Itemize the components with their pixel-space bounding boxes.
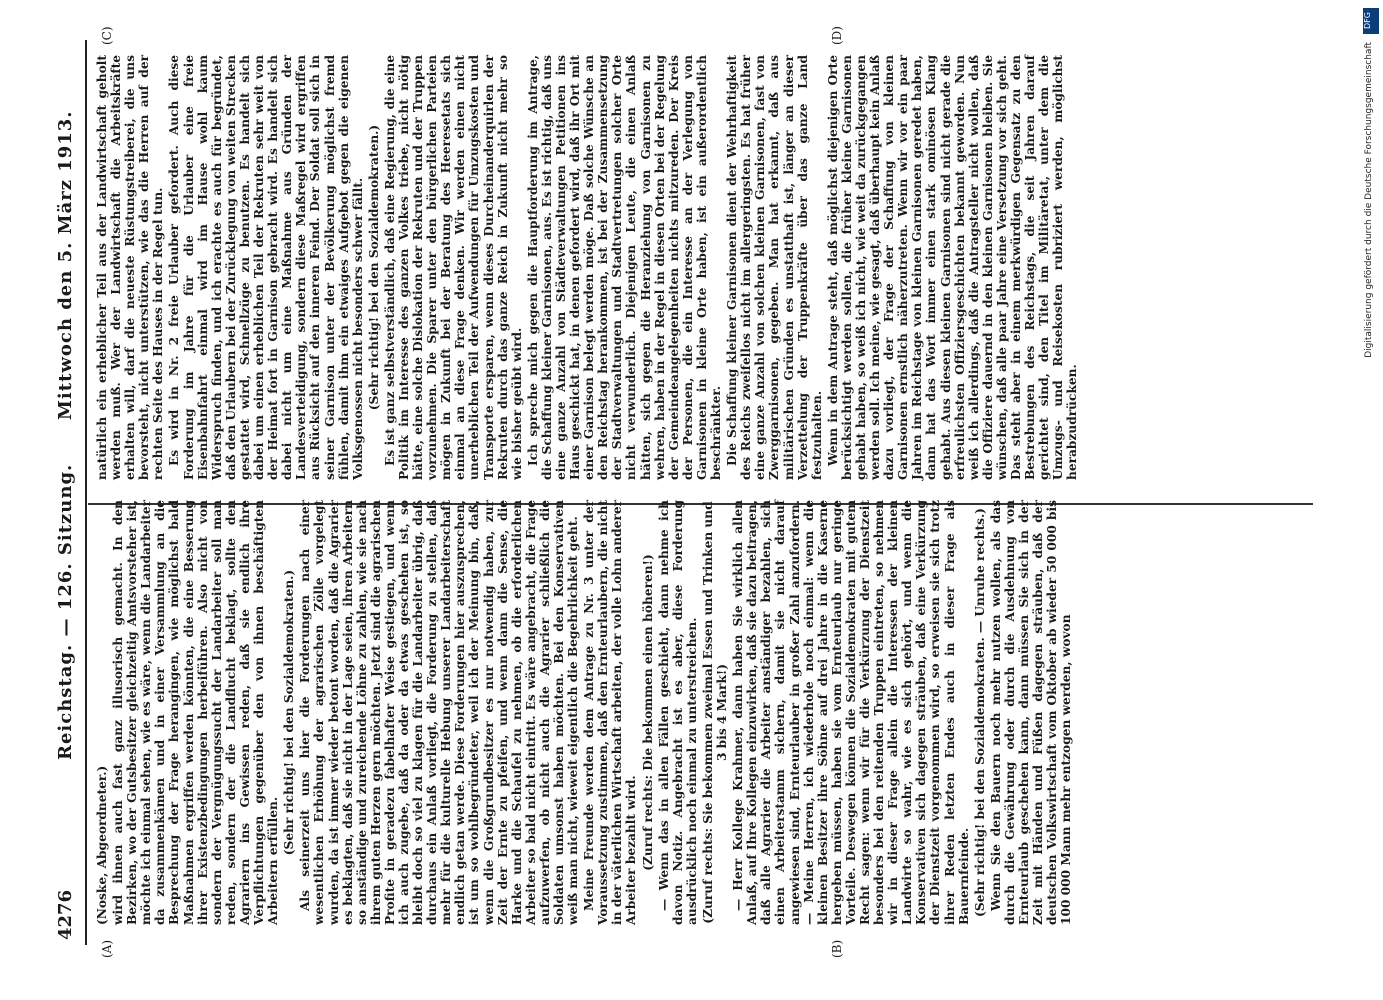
paragraph: Es wird in Nr. 2 freie Urlauber gefordert. Auch diese Forderung im Jahre für die Urlauber eine freie Eisenbahnfahrt einmal wird im Hause wohl kaum Widerspruch finden, und ich erachte es auch für begründet, daß den Urlaubern bei der Zurücklegung von weiten Strecken gestattet wird, Schnellzüge zu benutzen. Es handelt sich dabei um einen erheblichen Teil der Rekruten sehr weit von der Heimat fort in Garnison gebracht wird. Es handelt sich dabei nicht um eine Maßnahme aus Gründen der Landesverteidigung, sondern diese Maßregel wird ergriffen aus Rücksicht auf den inneren Feind. Der Soldat soll sich in seiner Garnison unter der Bevölkerung möglichst fremd fühlen, damit ihm ein etwaiges Aufgebot gegen die eigenen Volksgenossen nicht besonders schwer fällt.: [167, 55, 365, 480]
interjection: (Sehr richtig! bei den Sozialdemokraten.): [282, 569, 297, 856]
right-running-title: Mittwoch den 5. März 1913.: [55, 110, 76, 420]
page-number: 4276: [55, 889, 76, 940]
header-rule: [85, 40, 87, 945]
paragraph: Die Schaffung kleiner Garnisonen dient der Wehrhaftigkeit des Reichs zweifellos nicht im allergeringsten. Es hat früher eine ganze Anzahl von solchen kleinen Garnisonen, fast von Zwerggarnisonen, gegeben. Man hat erkannt, daß aus militärischen Gründen es unstatthaft ist, länger an dieser Verzettelung der Truppenkräfte über das ganze Land festzuhalten.: [725, 55, 824, 480]
interjection: (Sehr richtig! bei den Sozialdemokraten. — Unruhe rechts.): [972, 508, 987, 917]
interjection: (Sehr richtig! bei den Sozialdemokraten.): [366, 124, 381, 411]
paragraph: Wenn Sie den Bauern noch mehr nutzen wollen, als das durch die Gewährung oder durch die Ausdehnung von Ernteurlaub geschehen kann, dann müssen Sie sich in der Zeit mit Händen und Füßen dagegen sträuben, daß der deutschen Volkswirtschaft vom Oktober ab wieder 50 000 bis 100 000 Mann mehr entzogen werden, wovon: [988, 500, 1074, 925]
paragraph: Wenn in dem Antrage steht, daß möglichst diejenigen Orte berücksichtigt werden sollen, die früher kleine Garnisonen gehabt haben, so weiß ich nicht, wie weit da zurückgegangen werden soll. Ich meine, wie gesagt, daß überhaupt kein Anlaß dazu vorliegt, der Frage der Schaffung von kleinen Garnisonen ernstlich näherzutreten. Wenn wir vor ein paar Jahren im Reichstage von kleinen Garnisonen geredet haben, dann hat das Wort immer einen stark ominösen Klang gehabt. Aus diesen kleinen Garnisonen sind nicht gerade die erfreulichsten Offiziersgeschichten bekannt geworden. Nun weiß ich allerdings, daß die Antragsteller nicht wollen, daß die Offiziere dauernd in den kleinen Garnisonen bleiben. Sie wünschen, daß alle paar Jahre eine Versetzung vor sich geht. Das steht aber in einem merkwürdigen Gegensatz zu den Bestrebungen des Reichstags, die seit Jahren darauf gerichtet sind, den Titel im Militäretat, unter dem die Umzugs- und Reisekosten rubriziert werden, möglichst herabzudrücken.: [825, 55, 1080, 480]
interjection: (Zuruf rechts: Die bekommen einen höheren!): [640, 554, 655, 871]
right-column: [95, 55, 1081, 480]
page-header: [55, 40, 85, 940]
paragraph: natürlich ein erheblicher Teil aus der Landwirtschaft geholt werden muß. Wer der Landwirtschaft die Arbeitskräfte erhalten will, darf die neueste Rüstungstreiberei, die uns bevorsteht, nicht unterstützen, wie das die Herren auf der rechten Seite des Hauses in der Regel tun.: [95, 55, 166, 480]
paragraph: — Wenn das in allen Fällen geschieht, dann nehme ich davon Notiz. Angebracht ist es aber, diese Forderung ausdrücklich noch einmal zu unterstreichen.: [656, 500, 699, 925]
paragraph: Meine Freunde werden dem Antrage zu Nr. 3 unter der Voraussetzung zustimmen, daß den Ernteurlaubern, die nicht in der väterlichen Wirtschaft arbeiten, der volle Lohn anderer Arbeiter bezahlt wird.: [582, 500, 639, 925]
margin-mark-b: (B): [830, 939, 844, 958]
margin-mark-d: (D): [830, 26, 844, 45]
digitization-sidebar: [1363, 8, 1381, 988]
margin-mark-c: (C): [100, 26, 114, 45]
funding-note: Digitalisierung gefördert durch die Deutsche Forschungsgemeinschaft: [1364, 42, 1374, 358]
paragraph: Es ist ganz selbstverständlich, daß eine Regierung, die eine Politik im Interesse des ganzen Volkes triebe, nicht nötig hätte, eine solche Dislokation der Rekruten und der Truppen vorzunehmen. Die Sparer unter den bürgerlichen Parteien mögen in Zukunft bei der Beratung des Heeresetats sich einmal an diese Frage denken. Wir werden einen nicht unerheblichen Teil der Aufwendungen für Umzugskosten und Transporte ersparen, wenn dieses Durcheinanderquirlen der Rekruten durch das ganze Reich in Zukunft nicht mehr so wie bisher geübt wird.: [382, 55, 524, 480]
paragraph: wird ihnen auch fast ganz illusorisch gemacht. In den Bezirken, wo der Gutsbesitzer gleichzeitig Amtsvorsteher ist, möchte ich einmal sehen, wie es wäre, wenn die Landarbeiter da zusammenkämen und in einer Versammlung an die Besprechung der Frage herangingen, wie möglichst bald Maßnahmen ergriffen werden könnten, die eine Besserung ihrer Existenzbedingungen herbeiführen. Also nicht von sondern der Vergnügungssucht der Landarbeiter soll man reden, sondern der die Landflucht beklagt, sollte den Agrariern ins Gewissen reden, daß sie endlich ihre Verpflichtungen gegenüber den von ihnen beschäftigten Arbeitern erfüllen.: [111, 500, 281, 925]
left-column: [95, 500, 1075, 925]
interjection: (Zuruf rechts: Sie bekommen zweimal Essen und Trinken und 3 bis 4 Mark!): [700, 501, 730, 924]
paragraph: Ich spreche mich gegen die Hauptforderung im Antrage, die Schaffung kleiner Garnisonen, aus. Es ist richtig, daß uns eine ganze Anzahl von Städteverwaltungen Petitionen ins Haus geschickt hat, in denen gefordert wird, daß ihr Ort mit einer Garnison belegt werden möge. Daß solche Wünsche an den Reichstag herankommen, ist bei der Zusammensetzung der Stadtverwaltungen und Stadtvertretungen solcher Orte nicht verwunderlich. Diejenigen Leute, die einen Anlaß hätten, sich gegen die Heranziehung von Garnisonen zu wehren, haben in der Regel in diesen Orten bei der Regelung der Gemeindeangelegenheiten nichts mitzureden. Der Kreis der Personen, die ein Interesse an der Verlegung von Garnisonen in kleine Orte haben, ist ein außerordentlich beschränkter.: [525, 55, 724, 480]
paragraph: — Herr Kollege Krahmer, dann haben Sie wirklich allen Anlaß, auf Ihre Kollegen einzuwirken, daß sie dazu beitragen, daß alle Agrarier die Arbeiter anständiger bezahlen, sich einen Arbeiterstamm sichern, damit sie nicht darauf angewiesen sind, Ernteurlauber in großer Zahl anzufordern. — Meine Herren, ich wiederhole noch einmal: wenn die kleinen Besitzer ihre Söhne auf drei Jahre in die Kaserne hergeben müssen, haben sie vom Ernteurlaub nur geringe Vorteile. Deswegen können die Sozialdemokraten mit gutem Recht sagen: wenn wir für die Verkürzung der Dienstzeit besonders bei den reitenden Truppen eintreten, so nehmen wir in dieser Frage allein die Interessen der kleinen Landwirte so wahr, wie es sich gehört, und wenn die Konservativen sich dagegen sträuben, daß eine Verkürzung der Dienstzeit vorgenommen wird, so erweisen sie sich trotz ihrer Reden letzten Endes auch in dieser Frage als Bauernfeinde.: [731, 500, 971, 925]
margin-mark-a: (A): [100, 939, 114, 958]
left-running-title: Reichstag. — 126. Sitzung.: [55, 463, 76, 760]
dfg-logo: DFG: [1363, 8, 1379, 34]
paragraph: Als seinerzeit uns hier die Forderungen nach einer wesentlichen Erhöhung der agrarischen Zölle vorgelegt wurden, da ist immer wieder betont worden, daß die Agrarier es beklagten, daß sie nicht in der Lage seien, ihren Arbeitern so anständige und zureichende Löhne zu zahlen, wie sie nach ihrem guten Herzen gern möchten. Jetzt sind die agrarischen Profite in geradezu fabelhafter Weise gestiegen, und wenn ich auch zugebe, daß da oder da etwas geschehen ist, so bleibt doch so viel zu klagen für die Landarbeiter übrig, daß durchaus ein Anlaß vorliegt, die Forderung zu stellen, daß mehr für die kulturelle Hebung unserer Landarbeiterschaft endlich getan werde. Diese Forderungen hier auszusprechen, ist um so wohlbegründeter, weil ich der Meinung bin, daß, wenn die Großgrundbesitzer es nur notwendig haben, zur Zeit der Ernte zu pfeifen, und wenn dann die Sense, die Harke und die Schaufel zu nehmen, ob die erforderlichen Arbeiter so bald nicht eintritt. Es wäre angebracht, die Frage aufzuwerfen, ob nicht auch die Agrarier schließlich die Soldaten umsonst haben möchten. Bei den Konservativen weiß man nicht, wieweit eigentlich die Begehrlichkeit geht.: [298, 500, 581, 925]
speaker-label: (Noske, Abgeordneter.): [95, 765, 109, 925]
